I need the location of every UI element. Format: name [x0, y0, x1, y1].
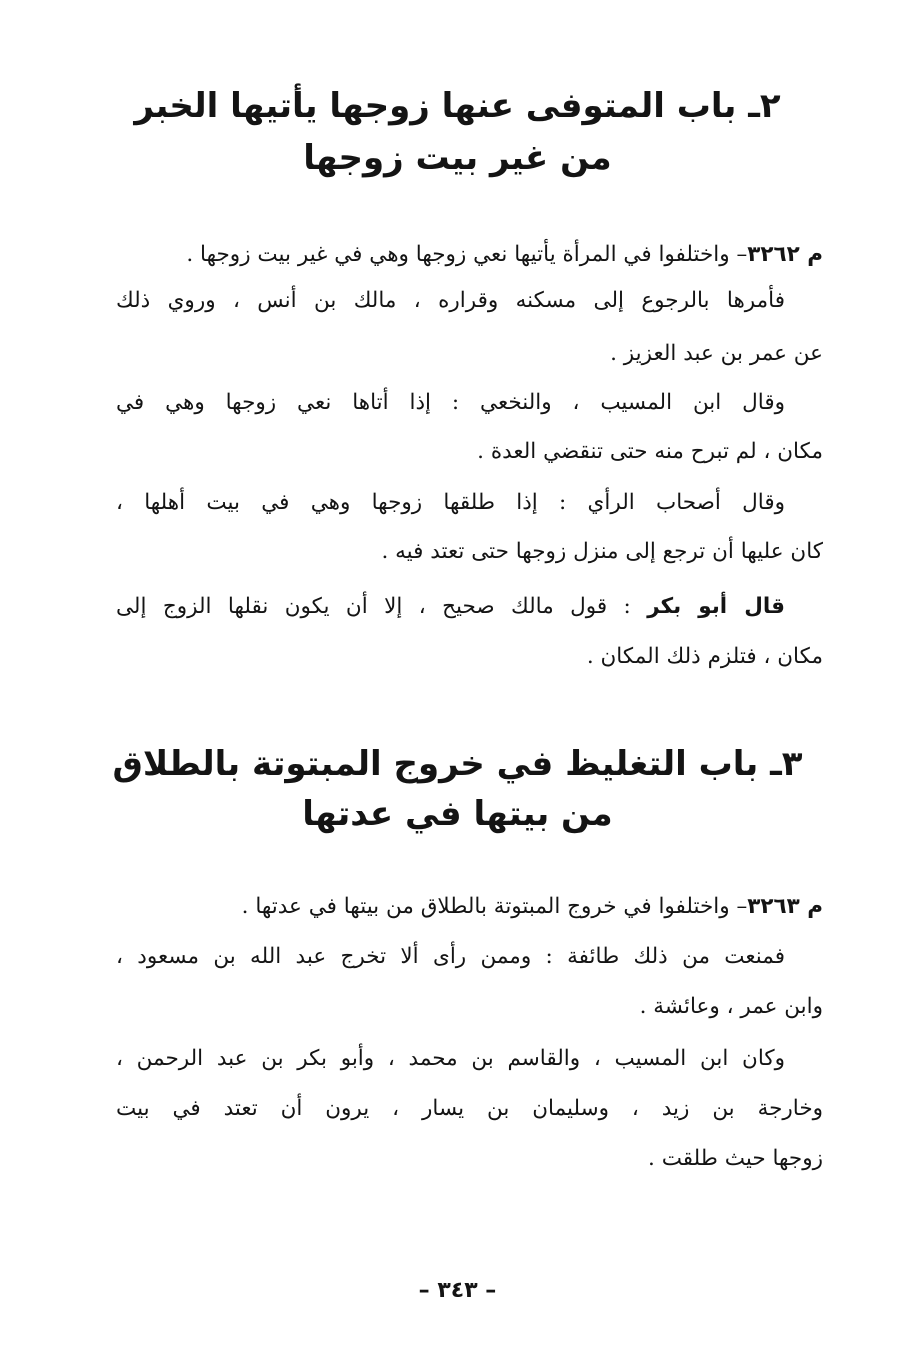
- entry-3262-line-5: وقال أصحاب الرأي : إذا طلقها زوجها وهي في بيت أهلها ،: [116, 490, 785, 515]
- entry-3262-line-2: عن عمر بن عبد العزيز .: [610, 341, 823, 366]
- entry-3262-number: م ٣٢٦٢: [747, 242, 823, 267]
- entry-3263-line-4: وخارجة بن زيد ، وسليمان بن يسار ، يرون أن تعتد في بيت: [116, 1096, 823, 1121]
- entry-3262-line-3: وقال ابن المسيب ، والنخعي : إذا أتاها نعي زوجها وهي في: [116, 390, 785, 415]
- entry-3263-intro-line: [242, 890, 823, 924]
- entry-3262-abubakr-line-2: مكان ، فتلزم ذلك المكان .: [586, 644, 823, 669]
- abubakr-statement: : قول مالك صحيح ، إلا أن يكون نقلها الزوج إلى: [116, 594, 648, 619]
- section-3-heading-line-2: من بيتها في عدتها: [302, 794, 613, 834]
- entry-3262-line-4: مكان ، لم تبرح منه حتى تنقضي العدة .: [477, 439, 823, 464]
- entry-3262-abubakr-line: [116, 590, 785, 624]
- entry-3262-intro-line: [186, 238, 823, 272]
- section-3-heading-line-1: ٣ـ باب التغليظ في خروج المبتوتة بالطلاق: [112, 744, 803, 784]
- abubakr-label: قال أبو بكر: [647, 594, 785, 619]
- page-number: – ٣٤٣ –: [418, 1278, 497, 1303]
- section-2-heading-line-2: من غير بيت زوجها: [303, 138, 612, 178]
- entry-3263-line-2: وابن عمر ، وعائشة .: [639, 994, 823, 1019]
- entry-3263-number: م ٣٢٦٣: [747, 894, 823, 919]
- entry-3263-line-5: زوجها حيث طلقت .: [648, 1146, 823, 1171]
- entry-3262-line-1: فأمرها بالرجوع إلى مسكنه وقراره ، مالك بن أنس ، وروي ذلك: [116, 288, 785, 313]
- entry-3263-line-3: وكان ابن المسيب ، والقاسم بن محمد ، وأبو بكر بن عبد الرحمن ،: [116, 1046, 785, 1071]
- section-2-heading-line-1: ٢ـ باب المتوفى عنها زوجها يأتيها الخبر: [134, 86, 781, 126]
- entry-3263-intro: – واختلفوا في خروج المبتوتة بالطلاق من بيتها في عدتها .: [241, 894, 748, 919]
- entry-3262-intro: – واختلفوا في المرأة يأتيها نعي زوجها وهي في غير بيت زوجها .: [186, 242, 748, 267]
- entry-3263-line-1: فمنعت من ذلك طائفة : وممن رأى ألا تخرج عبد الله بن مسعود ،: [116, 944, 785, 969]
- entry-3262-line-6: كان عليها أن ترجع إلى منزل زوجها حتى تعتد فيه .: [381, 539, 823, 564]
